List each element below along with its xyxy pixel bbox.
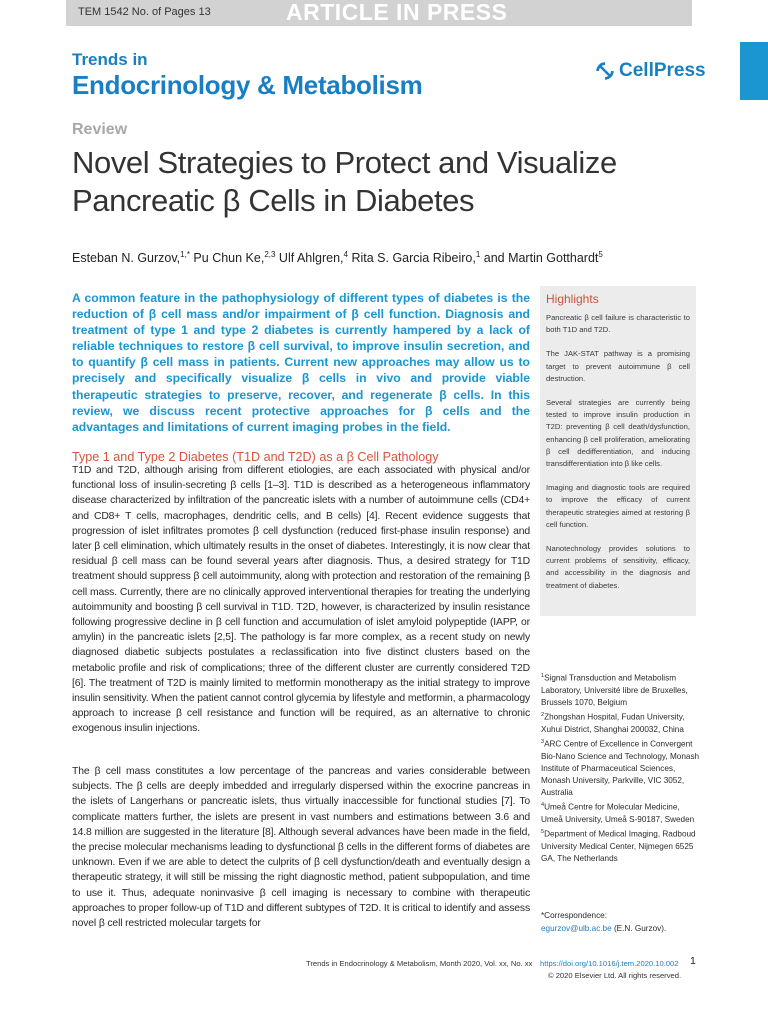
highlights-box <box>540 286 696 616</box>
affiliation-text: Zhongshan Hospital, Fudan University, Xuhui District, Shanghai 200032, China <box>541 712 685 734</box>
body-paragraph: The β cell mass constitutes a low percentage of the pancreas and varies considerable between subjects. The β cells are deeply imbedded and irregularly dispersed within the exocrine pancreas in the islets of Langerhans or pancreatic islets, thus virtually inaccessible for functional studies [7]. To complicate matters further, the islets are present in vast numbers and estimations between 3.6 and 14.8 million are suggested in the literature [8]. Although several advances have been made in the field, the precise molecular mechanisms leading to dysfunctional β cells in the different forms of diabetes are unknown. Even if we are able to detect the culprits of β cell dysfunction/death and eventually design a therapeutic strategy, it will still be missing the right diagnostic method, patient subpopulation, and time to use it. Thus, adequate noninvasive β cell imaging is necessary to combine with therapeutic approaches to proper follow-up of T1D and different subtypes of T2D. It is critical to identify and assess novel β cell restricted molecular targets for <box>72 766 530 930</box>
abstract: A common feature in the pathophysiology of different types of diabetes is the reduction of β cell mass and/or impairment of β cell function. Diagnosis and treatment of type 1 and type 2 diabetes is currently hampered by a lack of reliable techniques to restore β cell survival, to improve insulin secretion, and to quantify β cell mass in patients. Current new approaches may allow us to precisely and specifically visualize β cells in vivo and provide viable therapeutic strategies to preserve, recover, and regenerate β cells. In this review, we discuss recent protective approaches for β cells and the advantages and limitations of current imaging probes in the field. <box>72 291 530 434</box>
author-affiliation-mark: 4 <box>343 250 348 259</box>
page-number: 1 <box>690 955 696 967</box>
correspondence-label: *Correspondence: <box>541 911 607 920</box>
correspondence-email-link[interactable]: egurzov@ulb.ac.be <box>541 923 612 933</box>
document-meta: TEM 1542 No. of Pages 13 <box>78 6 211 18</box>
author-affiliation-mark: 5 <box>598 250 603 259</box>
footer-citation: Trends in Endocrinology & Metabolism, Month 2020, Vol. xx, No. xx <box>306 959 533 968</box>
article-in-press-banner: ARTICLE IN PRESS <box>286 0 508 25</box>
highlights-title: Highlights <box>546 292 599 306</box>
affiliation <box>541 670 701 709</box>
author-name: Esteban N. Gurzov, <box>72 251 181 266</box>
affiliation <box>541 709 701 736</box>
highlight-item: Pancreatic β cell failure is characteristic to both T1D and T2D. <box>546 313 690 335</box>
author-name: and Martin Gotthardt <box>480 251 599 266</box>
affiliation-number: 1 <box>541 673 545 679</box>
correspondence-contact <box>541 923 701 936</box>
affiliation <box>541 799 701 826</box>
article-type: Review <box>72 121 128 138</box>
cellpress-logo-icon <box>594 60 616 82</box>
article-title <box>72 144 672 220</box>
doi-link[interactable]: https://doi.org/10.1016/j.tem.2020.10.002 <box>540 959 679 968</box>
highlight-item: The JAK-STAT pathway is a promising target to prevent autoimmune β cell destruction. <box>546 349 690 383</box>
affiliation-number: 4 <box>541 802 545 809</box>
author-list <box>72 250 682 265</box>
affiliation-text: Department of Medical Imaging, Radboud University Medical Center, Nijmegen 6525 GA, The Netherlands <box>541 829 696 863</box>
title-line2: Pancreatic β Cells in Diabetes <box>72 183 475 218</box>
correspondence-name: (E.N. Gurzov). <box>611 923 667 933</box>
publisher-logo <box>594 60 706 82</box>
author-name: Rita S. Garcia Ribeiro, <box>347 251 476 266</box>
top-bar <box>66 0 692 26</box>
affiliation-number: 5 <box>541 829 545 836</box>
affiliation <box>541 736 701 799</box>
publisher-name: CellPress <box>619 60 706 81</box>
highlights-list <box>546 312 690 604</box>
journal-name-line2: Endocrinology & Metabolism <box>72 70 423 100</box>
correspondence <box>541 910 701 935</box>
affiliation-number: 2 <box>541 712 545 719</box>
author-affiliation-mark: 2,3 <box>264 250 276 259</box>
affiliation <box>541 826 701 865</box>
affiliation-text: ARC Centre of Excellence in Convergent Bio-Nano Science and Technology, Monash Institute of Pharmaceutical Sciences, Monash University, Parkville, VIC 3052, Australia <box>541 739 700 798</box>
affiliation-text: Signal Transduction and Metabolism Laboratory, Université libre de Bruxelles, Brussels 1070, Belgium <box>541 673 688 707</box>
journal-name-line1: Trends in <box>72 50 148 69</box>
highlight-item: Imaging and diagnostic tools are required to improve the efficacy of current therapeutic strategies aimed at restoring β cell function. <box>546 483 690 529</box>
author-name: Ulf Ahlgren, <box>275 251 344 266</box>
journal-accent-tab <box>740 42 768 100</box>
highlight-item: Several strategies are currently being tested to improve insulin production in T2D: preventing β cell death/dysfunction, enhancing β cell proliferation, ameliorating β cell dedifferentiation, and inducing transdifferentiation into β like cells. <box>546 398 690 469</box>
title-line1: Novel Strategies to Protect and Visualize <box>72 145 617 180</box>
copyright: © 2020 Elsevier Ltd. All rights reserved. <box>548 971 682 980</box>
author-affiliation-mark: 1 <box>475 250 481 259</box>
affiliation-number: 3 <box>541 738 545 745</box>
body-paragraph: T1D and T2D, although arising from different etiologies, are each associated with physical and/or functional loss of insulin-secreting β cells [1–3]. T1D is described as a heterogeneous inflammatory disease characterized by infiltration of the pancreatic islets with a number of autoimmune cells (CD4+ and CD8+ T cells, macrophages, dendritic cells, and B cells) [4]. Recent evidence suggests that progression of islet infiltrates promotes β cell dysfunction (reduced first-phase insulin response) and later β cell elimination, which ultimately results in the onset of diabetes. Interestingly, it is now clear that residual β cell mass can be found several years after diagnosis. Thus, a desired strategy for T1D treatment should suppress β cell autoimmunity, along with protection and restoration of the remaining β cell mass. Currently, there are no clinically approved interventional therapies for treating the underlying autoimmunity and boosting β cell survival in T1D. T2D, however, is characterized by insulin resistance following progressive decline in β cell function and accumulation of islet amyloid polypeptide (IAPP, or amylin) in the pancreatic islets [2,5]. The pathology is far more complex, as a recent study on newly diagnosed diabetic subjects postulates a reclassification into five distinct clusters based on the metabolic profile and risk of complications; three of the different cluster are currently considered T2D [6]. The treatment of T2D is mainly limited to metformin monotherapy as the initial strategy to improve insulin sensitivity. When the patient cannot control glycemia by lifestyle and metformin, a pharmacology approach to increase β cell resistance and function will be required, as an alternative to chronic exogenous insulin injections. <box>72 465 530 735</box>
highlight-item: Nanotechnology provides solutions to current problems of sensitivity, efficacy, and accessibility in the diagnosis and treatment of diabetes. <box>546 544 690 590</box>
author-name: Pu Chun Ke, <box>189 251 265 266</box>
affiliations <box>541 670 701 865</box>
section-heading: Type 1 and Type 2 Diabetes (T1D and T2D) as a β Cell Pathology <box>72 450 439 464</box>
affiliation-text: Umeå Centre for Molecular Medicine, Umeå University, Umeå S-90187, Sweden <box>541 802 695 824</box>
author-affiliation-mark: 1,* <box>180 250 190 259</box>
